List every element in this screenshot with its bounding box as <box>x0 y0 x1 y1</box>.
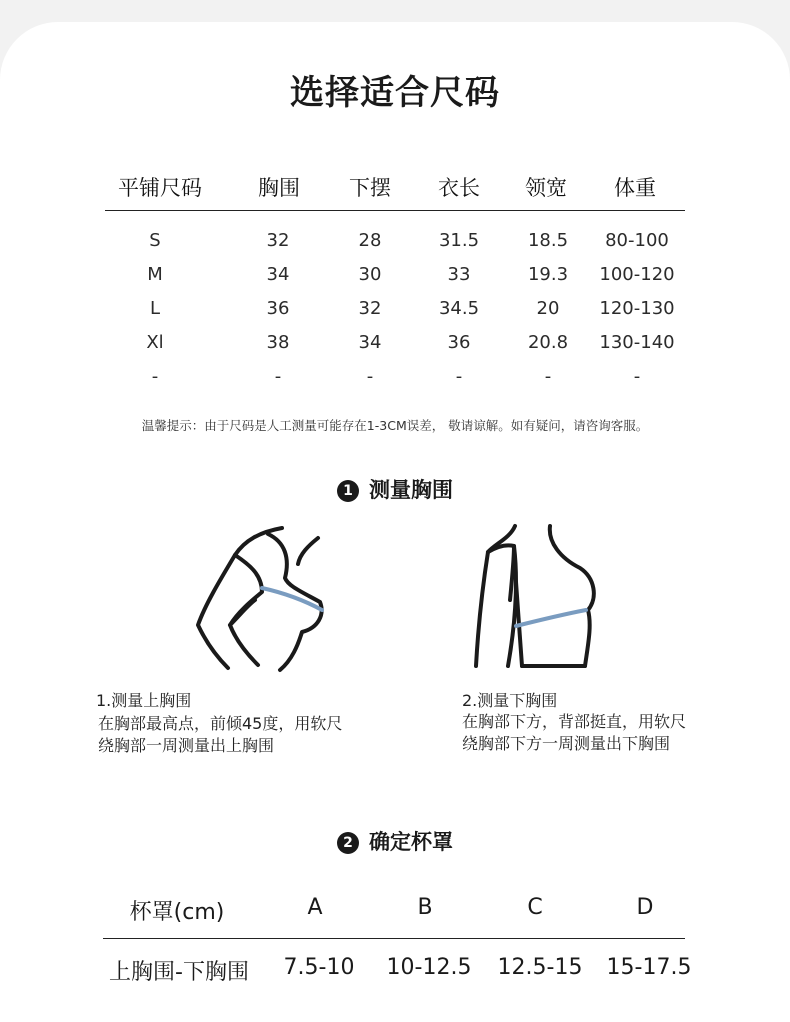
cup-header-cell: C <box>527 895 543 920</box>
table-cell: - <box>366 366 374 387</box>
table-cell: 28 <box>358 230 382 251</box>
table-cell: - <box>274 366 282 387</box>
table-cell: 20.8 <box>527 332 569 353</box>
table-divider <box>103 938 685 939</box>
cup-value: 15-17.5 <box>606 955 692 980</box>
caption-title-2: 2.测量下胸围 <box>462 691 558 710</box>
table-cell: 130-140 <box>599 332 675 353</box>
section-title: 测量胸围 <box>369 478 453 502</box>
caption-text-1 <box>98 713 342 757</box>
table-cell: - <box>151 366 159 387</box>
table-row <box>105 230 685 264</box>
cup-row-label: 上胸围-下胸围 <box>109 960 249 985</box>
table-cell: - <box>455 366 463 387</box>
caption-line: 在胸部最高点，前倾45度，用软尺 <box>98 714 343 733</box>
tape-measure <box>516 610 586 626</box>
table-divider <box>105 210 685 211</box>
chest-outline <box>268 534 322 670</box>
cup-header-cell: D <box>636 895 654 920</box>
table-cell: S <box>149 230 161 251</box>
table-cell: 30 <box>358 264 382 285</box>
cup-value: 10-12.5 <box>386 955 472 980</box>
chest-outline <box>550 526 594 666</box>
table-cell: 32 <box>358 298 382 319</box>
table-cell: - <box>544 366 552 387</box>
cup-header-cell: B <box>417 895 433 920</box>
table-cell: 18.5 <box>527 230 569 251</box>
cup-value: 12.5-15 <box>497 955 583 980</box>
upper-bust-illustration <box>190 520 340 675</box>
header-cell: 领宽 <box>525 176 567 200</box>
table-cell: 36 <box>266 298 290 319</box>
header-cell: 体重 <box>614 176 656 200</box>
shoulder-line <box>298 538 318 564</box>
section-title: 确定杯罩 <box>369 830 453 854</box>
step-badge: 1 <box>337 480 359 502</box>
table-cell: 33 <box>447 264 471 285</box>
caption-title-1: 1.测量上胸围 <box>96 691 192 710</box>
header-cell: 下摆 <box>349 176 391 200</box>
cup-header-cell: A <box>307 895 323 920</box>
table-cell: Xl <box>146 332 164 353</box>
table-cell: 19.3 <box>527 264 569 285</box>
under-bust-illustration <box>470 520 605 675</box>
table-cell: 34.5 <box>438 298 480 319</box>
cup-value: 7.5-10 <box>283 955 355 980</box>
table-cell: 100-120 <box>599 264 675 285</box>
size-table-header <box>105 172 685 206</box>
table-row <box>105 298 685 332</box>
table-row <box>105 332 685 366</box>
arm-seam <box>510 546 514 600</box>
step-badge: 2 <box>337 832 359 854</box>
table-cell: - <box>633 366 641 387</box>
table-cell: 32 <box>266 230 290 251</box>
page-title: 选择适合尺码 <box>290 73 500 113</box>
cup-header-cell: 杯罩(cm) <box>129 900 225 925</box>
table-cell: 80-100 <box>605 230 669 251</box>
header-cell: 胸围 <box>258 176 300 200</box>
tip-note: 温馨提示：由于尺码是人工测量可能存在1-3CM误差， 敬请谅解。如有疑问，请咨询客服。 <box>141 418 649 433</box>
table-cell: 34 <box>266 264 290 285</box>
inner-arm <box>230 600 255 625</box>
section-measure-bust <box>0 474 790 504</box>
table-cell: 38 <box>266 332 290 353</box>
table-row <box>105 264 685 298</box>
caption-line: 绕胸部下方一周测量出下胸围 <box>462 734 671 753</box>
caption-text-2 <box>462 711 686 755</box>
section-cup-size <box>0 826 790 856</box>
caption-line: 在胸部下方，背部挺直，用软尺 <box>462 712 687 731</box>
table-row <box>105 366 685 400</box>
header-cell: 平铺尺码 <box>118 176 202 200</box>
table-cell: 20 <box>536 298 560 319</box>
table-cell: 36 <box>447 332 471 353</box>
table-cell: 34 <box>358 332 382 353</box>
table-cell: 120-130 <box>599 298 675 319</box>
table-cell: L <box>149 298 161 319</box>
caption-line: 绕胸部一周测量出上胸围 <box>98 736 275 755</box>
header-cell: 衣长 <box>438 176 480 200</box>
table-cell: M <box>147 264 163 285</box>
table-cell: 31.5 <box>438 230 480 251</box>
